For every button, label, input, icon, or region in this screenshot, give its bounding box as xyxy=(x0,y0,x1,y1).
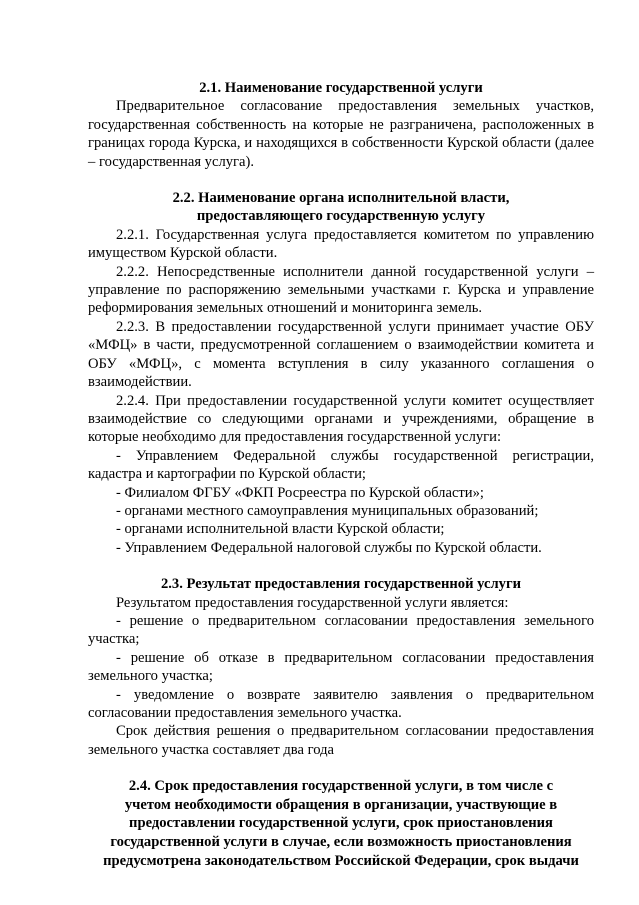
spacer xyxy=(88,557,594,575)
section-2-4-heading-line-5: предусмотрена законодательством Российской Федерации, срок выдачи xyxy=(103,852,579,869)
paragraph-2-2-3: 2.2.3. В предоставлении государственной услуги принимает участие ОБУ «МФЦ» в части, предусмотренной соглашением о взаимодействии комитета и ОБУ «МФЦ», с момента вступления в силу указанного соглашения о взаимодействии. xyxy=(88,318,594,391)
section-2-1-heading: 2.1. Наименование государственной услуги xyxy=(199,80,483,96)
section-2-4-heading-line-3: предоставлении государственной услуги, срок приостановления xyxy=(129,815,553,832)
list-item: - органами местного самоуправления муниципальных образований; xyxy=(116,502,539,519)
document-page xyxy=(88,79,594,870)
list-item: - Филиалом ФГБУ «ФКП Росреестра по Курской области»; xyxy=(116,484,484,501)
spacer xyxy=(88,759,594,777)
spacer xyxy=(88,171,594,189)
list-item: - решение об отказе в предварительном согласовании предоставления земельного участка; xyxy=(88,649,594,685)
section-2-4-heading-line-2: учетом необходимости обращения в организации, участвующие в xyxy=(124,796,558,813)
section-2-4-heading-line-1: 2.4. Срок предоставления государственной услуги, в том числе с xyxy=(128,778,554,795)
paragraph-2-2-4: 2.2.4. При предоставлении государственной услуги комитет осуществляет взаимодействие со следующими органами и учреждениями, обращение в которые необходимо для предоставления государственной услуги: xyxy=(88,392,594,446)
list-item: - Управлением Федеральной налоговой службы по Курской области. xyxy=(116,539,542,556)
section-2-2-heading-line-2: предоставляющего государственную услугу xyxy=(196,208,486,225)
section-2-1-text: Предварительное согласование предоставления земельных участков, государственная собственность на которые не разграничена, расположенных в границах города Курска, и находящихся в собственности Курской области (далее – государственная услуга). xyxy=(88,98,594,170)
list-item: - органами исполнительной власти Курской области; xyxy=(116,521,445,538)
section-2-4-heading-line-4: государственной услуги в случае, если возможность приостановления xyxy=(110,834,572,850)
section-2-2-heading-line-1: 2.2. Наименование органа исполнительной власти, xyxy=(172,190,510,207)
paragraph-2-2-1: 2.2.1. Государственная услуга предоставляется комитетом по управлению имуществом Курской области. xyxy=(88,226,594,262)
list-item: - уведомление о возврате заявителю заявления о предварительном согласовании предоставления земельного участка. xyxy=(88,686,594,721)
list-item: - Управлением Федеральной службы государственной регистрации, кадастра и картографии по Курской области; xyxy=(88,447,594,483)
section-2-3-intro: Результатом предоставления государственной услуги является: xyxy=(116,594,509,611)
section-2-3-term: Срок действия решения о предварительном согласовании предоставления земельного участка составляет два года xyxy=(88,723,594,758)
section-2-3-heading: 2.3. Результат предоставления государственной услуги xyxy=(160,576,522,593)
paragraph-2-2-2: 2.2.2. Непосредственные исполнители данной государственной услуги – управление по распоряжению земельными участками г. Курска и управление реформирования земельных отношений и мониторинга земель. xyxy=(88,263,594,317)
list-item: - решение о предварительном согласовании предоставления земельного участка; xyxy=(88,612,594,648)
